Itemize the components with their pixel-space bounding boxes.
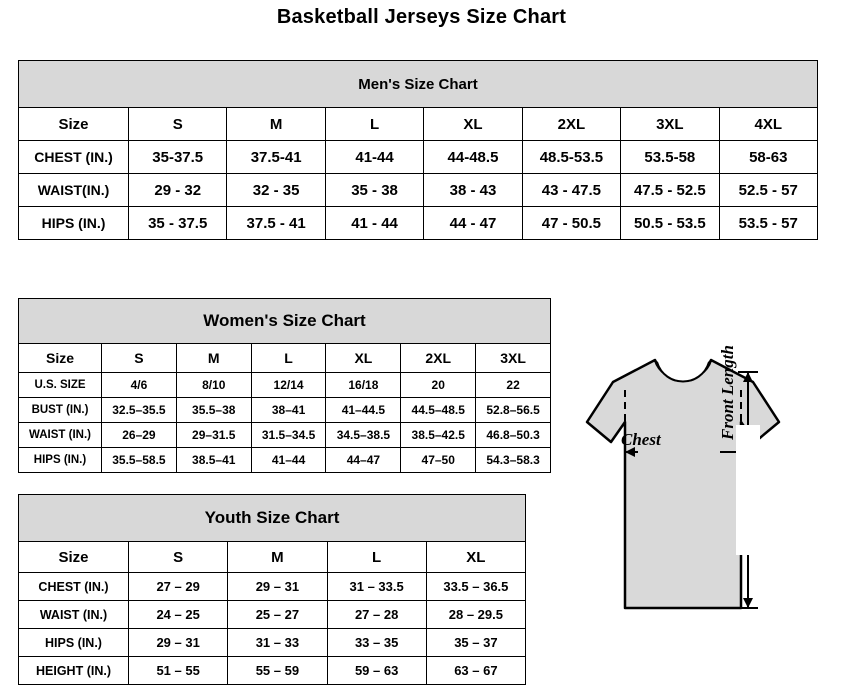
column-header: M — [228, 542, 327, 573]
row-label: HIPS (IN.) — [19, 207, 129, 240]
table-cell: 52.5 - 57 — [719, 174, 817, 207]
table-cell: 25 – 27 — [228, 601, 327, 629]
column-header: 2XL — [522, 108, 620, 141]
table-cell: 27 – 28 — [327, 601, 426, 629]
jersey-measurement-diagram — [543, 330, 833, 675]
table-row — [19, 373, 551, 398]
table-cell: 12/14 — [251, 373, 326, 398]
table-cell: 33.5 – 36.5 — [426, 573, 525, 601]
table-cell: 28 – 29.5 — [426, 601, 525, 629]
table-cell: 44.5–48.5 — [401, 398, 476, 423]
table-row — [19, 601, 526, 629]
table-cell: 41–44.5 — [326, 398, 401, 423]
table-cell: 35.5–38 — [176, 398, 251, 423]
table-cell: 38.5–41 — [176, 448, 251, 473]
table-row — [19, 657, 526, 685]
table-cell: 16/18 — [326, 373, 401, 398]
table-cell: 29–31.5 — [176, 423, 251, 448]
table-cell: 53.5 - 57 — [719, 207, 817, 240]
column-header: M — [176, 344, 251, 373]
table-cell: 47.5 - 52.5 — [621, 174, 719, 207]
page-title: Basketball Jerseys Size Chart — [276, 6, 567, 28]
table-cell: 51 – 55 — [129, 657, 228, 685]
table-header-row — [19, 108, 818, 141]
column-header: L — [325, 108, 423, 141]
table-cell: 35 - 38 — [325, 174, 423, 207]
table-cell: 38.5–42.5 — [401, 423, 476, 448]
table-cell: 31 – 33 — [228, 629, 327, 657]
column-header: S — [102, 344, 177, 373]
column-header: 3XL — [476, 344, 551, 373]
table-cell: 22 — [476, 373, 551, 398]
column-header: 2XL — [401, 344, 476, 373]
row-label: BUST (IN.) — [19, 398, 102, 423]
column-header: Size — [19, 108, 129, 141]
table-cell: 47–50 — [401, 448, 476, 473]
table-cell: 32 - 35 — [227, 174, 325, 207]
column-header: 4XL — [719, 108, 817, 141]
row-label: CHEST (IN.) — [19, 573, 129, 601]
table-cell: 29 – 31 — [228, 573, 327, 601]
table-header-row — [19, 344, 551, 373]
table-cell: 31.5–34.5 — [251, 423, 326, 448]
row-label: HEIGHT (IN.) — [19, 657, 129, 685]
table-cell: 34.5–38.5 — [326, 423, 401, 448]
table-cell: 47 - 50.5 — [522, 207, 620, 240]
table-cell: 4/6 — [102, 373, 177, 398]
table-cell: 41–44 — [251, 448, 326, 473]
table-row — [19, 141, 818, 174]
table-cell: 54.3–58.3 — [476, 448, 551, 473]
table-cell: 41 - 44 — [325, 207, 423, 240]
womens-size-chart-table — [18, 298, 551, 473]
column-header: Size — [19, 542, 129, 573]
table-cell: 20 — [401, 373, 476, 398]
row-label: HIPS (IN.) — [19, 448, 102, 473]
table-cell: 37.5 - 41 — [227, 207, 325, 240]
row-label: HIPS (IN.) — [19, 629, 129, 657]
column-header: 3XL — [621, 108, 719, 141]
column-header: S — [129, 108, 227, 141]
table-caption-row — [19, 299, 551, 344]
table-row — [19, 398, 551, 423]
row-label: WAIST (IN.) — [19, 601, 129, 629]
table-row — [19, 423, 551, 448]
table-cell: 58-63 — [719, 141, 817, 174]
column-header: M — [227, 108, 325, 141]
front-length-label-backing — [736, 425, 760, 555]
row-label: WAIST (IN.) — [19, 423, 102, 448]
table-row — [19, 629, 526, 657]
table-cell: 38 - 43 — [424, 174, 522, 207]
table-cell: 44 - 47 — [424, 207, 522, 240]
mens-size-chart-table — [18, 60, 818, 240]
mens-caption: Men's Size Chart — [19, 61, 818, 108]
table-cell: 48.5-53.5 — [522, 141, 620, 174]
front-length-arrow-bottom — [743, 598, 753, 608]
table-cell: 35-37.5 — [129, 141, 227, 174]
table-caption-row — [19, 495, 526, 542]
table-caption-row — [19, 61, 818, 108]
column-header: S — [129, 542, 228, 573]
column-header: XL — [424, 108, 522, 141]
column-header: L — [327, 542, 426, 573]
table-row — [19, 448, 551, 473]
table-cell: 59 – 63 — [327, 657, 426, 685]
column-header: L — [251, 344, 326, 373]
table-row — [19, 174, 818, 207]
table-cell: 46.8–50.3 — [476, 423, 551, 448]
row-label: U.S. SIZE — [19, 373, 102, 398]
table-cell: 44-48.5 — [424, 141, 522, 174]
table-cell: 31 – 33.5 — [327, 573, 426, 601]
front-length-label: Front Length — [718, 345, 737, 440]
chest-label: Chest — [621, 430, 661, 449]
table-cell: 43 - 47.5 — [522, 174, 620, 207]
table-row — [19, 573, 526, 601]
table-cell: 50.5 - 53.5 — [621, 207, 719, 240]
table-cell: 35.5–58.5 — [102, 448, 177, 473]
table-header-row — [19, 542, 526, 573]
youth-size-chart-table — [18, 494, 526, 685]
table-cell: 38–41 — [251, 398, 326, 423]
row-label: WAIST(IN.) — [19, 174, 129, 207]
table-cell: 44–47 — [326, 448, 401, 473]
table-cell: 32.5–35.5 — [102, 398, 177, 423]
table-cell: 8/10 — [176, 373, 251, 398]
table-cell: 41-44 — [325, 141, 423, 174]
table-cell: 33 – 35 — [327, 629, 426, 657]
table-cell: 55 – 59 — [228, 657, 327, 685]
row-label: CHEST (IN.) — [19, 141, 129, 174]
womens-caption: Women's Size Chart — [19, 299, 551, 344]
table-cell: 35 - 37.5 — [129, 207, 227, 240]
table-cell: 37.5-41 — [227, 141, 325, 174]
jersey-illustration — [543, 330, 833, 675]
table-row — [19, 207, 818, 240]
column-header: XL — [426, 542, 525, 573]
table-cell: 29 - 32 — [129, 174, 227, 207]
table-cell: 63 – 67 — [426, 657, 525, 685]
table-cell: 29 – 31 — [129, 629, 228, 657]
table-cell: 26–29 — [102, 423, 177, 448]
table-cell: 24 – 25 — [129, 601, 228, 629]
table-cell: 52.8–56.5 — [476, 398, 551, 423]
column-header: XL — [326, 344, 401, 373]
table-cell: 53.5-58 — [621, 141, 719, 174]
youth-caption: Youth Size Chart — [19, 495, 526, 542]
table-cell: 27 – 29 — [129, 573, 228, 601]
column-header: Size — [19, 344, 102, 373]
table-cell: 35 – 37 — [426, 629, 525, 657]
